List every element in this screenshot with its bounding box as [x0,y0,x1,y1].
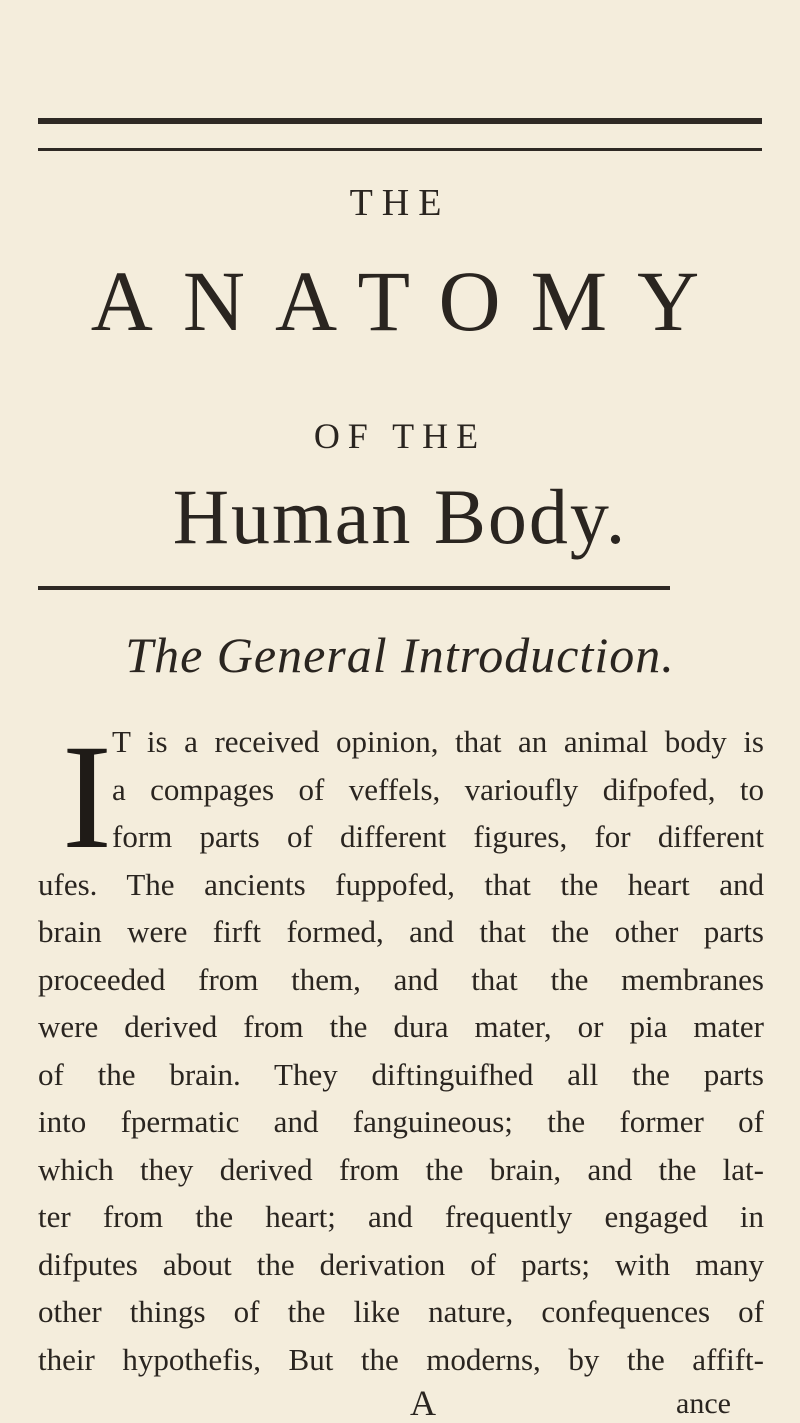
text-line: a compages of veffels, varioufly difpofed, to [112,771,764,807]
signature-mark: A [410,1383,436,1423]
text-line: ufes. The ancients fuppofed, that the heart and [38,866,764,902]
text-line: which they derived from the brain, and the lat- [38,1151,764,1187]
title-anatomy: ANATOMY [90,253,730,349]
top-rule-thick [38,118,762,124]
text-line: brain were firft formed, and that the other parts [38,914,764,949]
title-human-body: Human Body. [172,473,628,560]
text-line: were derived from the dura mater, or pia mater [38,1009,764,1044]
text-line: proceeded from them, and that the membranes [38,961,764,997]
text-line: into fpermatic and fanguineous; the former of [38,1104,764,1139]
text-line: other things of the like nature, confequences of [38,1294,764,1329]
text-line: difputes about the derivation of parts; with many [38,1246,764,1282]
top-rule-thin [38,148,762,151]
title-of-the: OF THE [313,416,487,456]
text-line: T is a received opinion, that an animal body is [112,724,764,759]
title-the: THE [349,182,451,224]
catchword: ance [676,1387,731,1420]
text-line: form parts of different figures, for different [112,819,764,854]
section-divider-rule [38,586,670,590]
text-line: of the brain. They diftinguifhed all the parts [38,1056,764,1092]
text-line: their hypothefis, But the moderns, by the affift- [38,1341,764,1377]
section-heading: The General Introduction. [125,627,675,683]
text-line: ter from the heart; and frequently engaged in [38,1199,764,1234]
drop-cap: I [62,714,112,880]
